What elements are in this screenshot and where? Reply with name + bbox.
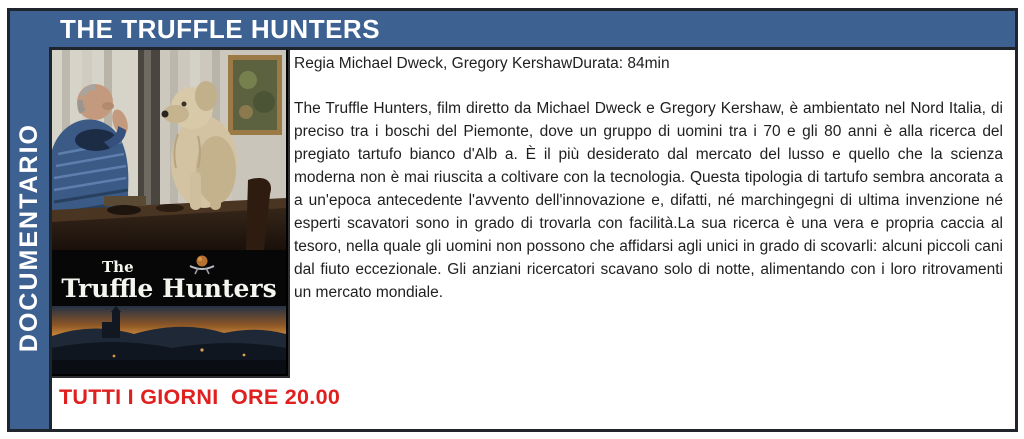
schedule-line: TUTTI I GIORNI ORE 20.00: [59, 385, 341, 409]
program-page: [7, 8, 1018, 432]
film-title: THE TRUFFLE HUNTERS: [60, 14, 381, 44]
poster-scene: [52, 50, 286, 250]
film-card: [52, 47, 1015, 429]
category-label: DOCUMENTARIO: [15, 123, 43, 353]
category-sidebar: [10, 47, 52, 429]
wall-painting: [228, 55, 282, 135]
film-title-bar: [10, 11, 1015, 47]
synopsis-text: The Truffle Hunters, film diretto da Michael Dweck e Gregory Kershaw, è ambientato nel Nord Italia, di preciso tra i boschi del Piemonte, dove un gruppo di uomini tra i 70 e gli 80 anni è alla ricerca del pregiato tartufo bianco d'Alb a. È il più desiderato dal mercato del lusso e quello che la scienza moderna non è mai riuscita a coltivare con la tecnologia. Questa tipologia di tartufo sembra ancorata a a un'epoca antecedente l'avvento dell'innovazione e, difatti, né marchingegni di ultima invenzione né esperti scavatori sono in grado di trovarla con facilità.La sua ricerca è una vera e propria caccia al tesoro, nella quale gli uomini non possono che affidarsi agli unici in grado di scovarli: alcuni piccoli cani dal fiuto eccezionale. Gli anziani ricercatori scavano solo di notte, alimentando con i loro ritrovamenti un mercato mondiale.: [294, 100, 1003, 301]
poster-title-prefix: The: [102, 258, 134, 276]
credits-line: Regia Michael Dweck, Gregory KershawDurata: 84min: [294, 55, 670, 72]
film-description: [294, 52, 1003, 304]
film-poster: [52, 50, 290, 378]
poster-title-main: Truffle Hunters: [61, 274, 277, 303]
poster-artwork: [52, 50, 286, 374]
poster-landscape: [52, 306, 286, 374]
poster-title-band: [52, 250, 286, 306]
page-body: [10, 47, 1015, 429]
